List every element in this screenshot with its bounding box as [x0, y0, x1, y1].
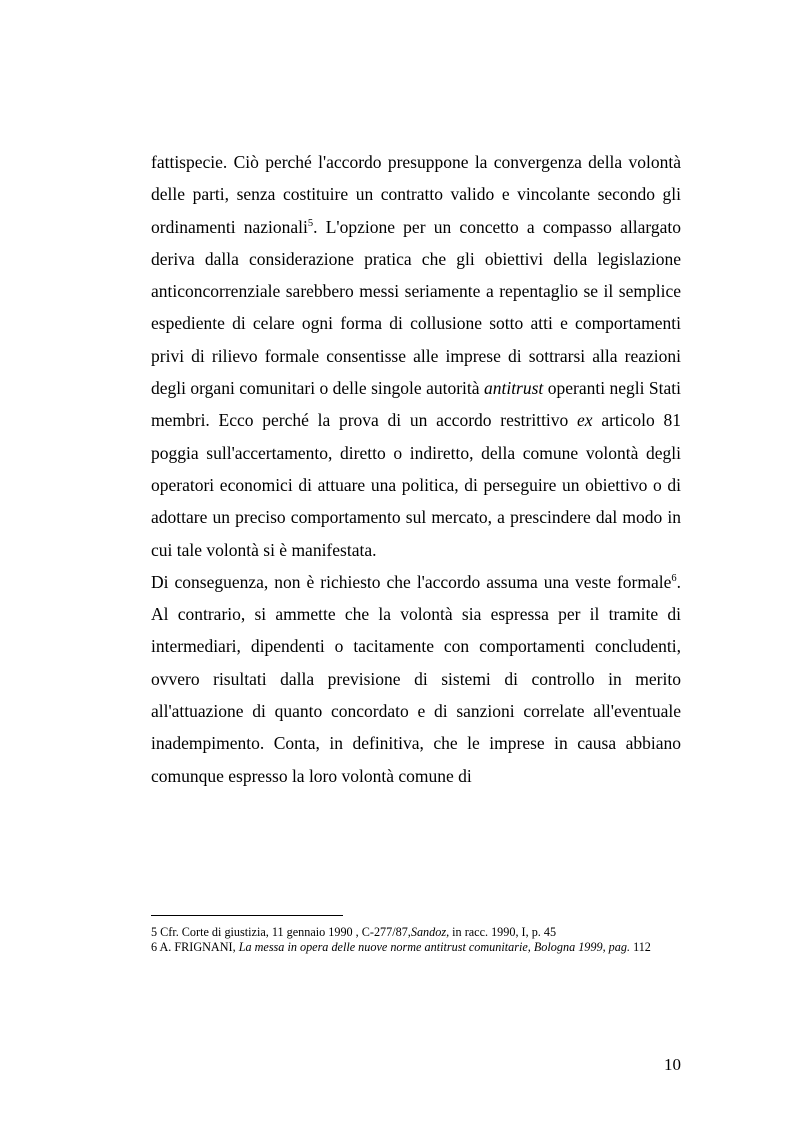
paragraph	[151, 566, 681, 792]
text-segment: fattispecie. Ciò perché l'accordo presuppone la convergenza della volontà delle parti, senza costituire un contratto valido e vincolante secondo gli ordinamenti nazionali	[151, 152, 681, 237]
body-text	[151, 146, 681, 792]
italic-term: antitrust	[483, 378, 544, 399]
footnote-text: in racc. 1990, I, p. 45	[449, 925, 557, 939]
text-segment: articolo 81 poggia sull'accertamento, diretto o indiretto, della comune volontà degli operatori economici di attuare una politica, di perseguire un obiettivo o di adottare un preciso comportamento sul mercato, a prescindere dal modo in cui tale volontà si è manifestata.	[151, 410, 681, 560]
text-segment: . Al contrario, si ammette che la volontà sia espressa per il tramite di intermediari, dipendenti o tacitamente con comportamenti concludenti, ovvero risultati dalla previsione di sistemi di controllo in merito all'attuazione di quanto concordato e di sanzioni correlate all'eventuale inadempimento. Conta, in definitiva, che le imprese in causa abbiano comunque espresso la loro volontà comune di	[151, 571, 681, 786]
footnote-ref-6: 6	[671, 572, 677, 584]
footnote-separator	[151, 915, 343, 916]
paragraph	[151, 146, 681, 566]
footnote-ref-5: 5	[307, 217, 314, 229]
footnote-6	[151, 940, 681, 955]
footnote-text: 5 Cfr. Corte di giustizia, 11 gennaio 1990 , C-277/87,	[151, 925, 411, 939]
text-segment: operanti negli Stati membri. Ecco perché la prova di un accordo restrittivo	[151, 378, 681, 431]
italic-term: ex	[577, 410, 593, 431]
page-number: 10	[664, 1055, 681, 1074]
footnote-5	[151, 925, 681, 940]
footnote-italic: La messa in opera delle nuove norme antitrust comunitarie, Bologna 1999, pag.	[238, 939, 631, 954]
text-segment: Di conseguenza, non è richiesto che l'accordo assuma una veste formale	[151, 571, 672, 592]
footnote-text: 6 A. FRIGNANI,	[151, 939, 239, 954]
footnote-text: 112	[630, 939, 651, 954]
footnotes	[151, 925, 681, 954]
footnote-italic: Sandoz,	[410, 925, 450, 939]
text-segment: . L'opzione per un concetto a compasso allargato deriva dalla considerazione pratica che gli obiettivi della legislazione anticoncorrenziale sarebbero messi seriamente a repentaglio se il semplice espediente di celare ogni forma di collusione sotto atti e comportamenti privi di rilievo formale consentisse alle imprese di sottrarsi alla reazioni degli organi comunitari o delle singole autorità	[151, 216, 681, 399]
